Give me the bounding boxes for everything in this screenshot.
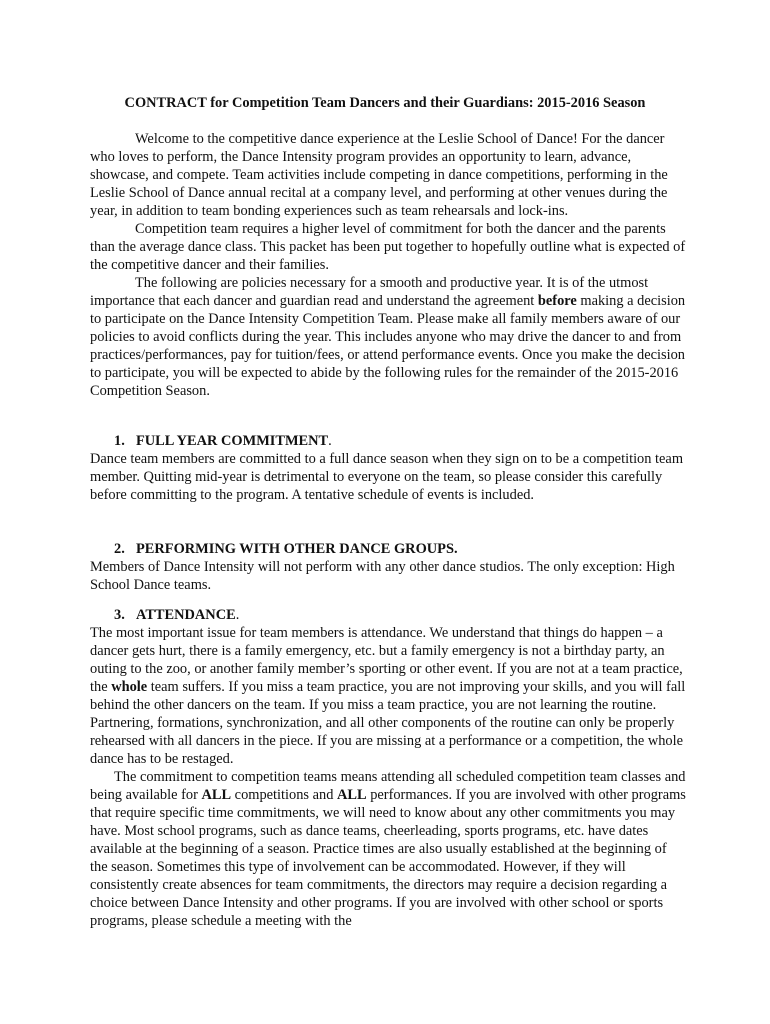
intro-paragraph-3: The following are policies necessary for a smooth and productive year. It is of the utmost importance that each dancer and guardian read and understand the agreement before making a decision to participate on the Dance Intensity Competition Team. Please make all family members aware of our policies to avoid conflicts during the year. This includes anyone who may drive the dancer to and from practices/performances, pay for tuition/fees, or attend performance events. Once you make the decision to participate, you will be expected to abide by the following rules for the remainder of the 2015-2016 Competition Season. bbox=[90, 275, 686, 399]
section-3 bbox=[90, 606, 686, 930]
section-3-body-paragraph-2: The commitment to competition teams means attending all scheduled competition team classes and being available for ALL competitions and ALL performances. If you are involved with other programs that require specific time commitments, we will need to know about any other commitments you may have. Most school programs, such as dance teams, cheerleading, sports programs, etc. have dates available at the beginning of a season. Practice times are also usually established at the beginning of the season. Sometimes this type of involvement can be accommodated. However, if they will consistently create absences for team commitments, the directors may require a decision regarding a choice between Dance Intensity and other programs. If you are involved with other school or sports programs, please schedule a meeting with the bbox=[90, 769, 686, 929]
section-1 bbox=[90, 432, 686, 504]
section-2-body: Members of Dance Intensity will not perform with any other dance studios. The only exception: High School Dance teams. bbox=[90, 559, 675, 593]
section-3-heading: 3. ATTENDANCE. bbox=[114, 607, 240, 623]
section-2 bbox=[90, 540, 686, 594]
intro-paragraph-1: Welcome to the competitive dance experience at the Leslie School of Dance! For the dancer who loves to perform, the Dance Intensity program provides an opportunity to learn, advance, showcase, and compete. Team activities include competing in dance competitions, performing in the Leslie School of Dance annual recital at a company level, and performing at other venues during the year, in addition to team bonding experiences such as team rehearsals and lock-ins. bbox=[90, 131, 668, 219]
emphasis-all-2: ALL bbox=[337, 787, 367, 803]
emphasis-all-1: ALL bbox=[201, 787, 232, 803]
intro-section bbox=[90, 130, 686, 400]
document-title: CONTRACT for Competition Team Dancers and their Guardians: 2015-2016 Season bbox=[124, 95, 646, 111]
emphasis-whole: whole bbox=[111, 679, 148, 695]
emphasis-before: before bbox=[537, 293, 577, 309]
section-2-heading: 2. PERFORMING WITH OTHER DANCE GROUPS. bbox=[114, 541, 458, 557]
section-1-body: Dance team members are committed to a full dance season when they sign on to be a competition team member. Quitting mid-year is detrimental to everyone on the team, so please consider this carefully before committing to the program. A tentative schedule of events is included. bbox=[90, 451, 684, 503]
section-3-body-paragraph-1: The most important issue for team members is attendance. We understand that things do happen – a dancer gets hurt, there is a family emergency, etc. but a family emergency is not a birthday party, an outing to the zoo, or another family member’s sporting or other event. If you are not at a team practice, the whole team suffers. If you miss a team practice, you are not improving your skills, and you will fall behind the other dancers on the team. If you miss a team practice, you are not learning the routine. Partnering, formations, synchronization, and all other components of the routine can only be properly rehearsed with all dancers in the piece. If you are missing at a performance or a competition, the whole dance has to be restaged. bbox=[90, 625, 686, 767]
intro-paragraph-2: Competition team requires a higher level of commitment for both the dancer and the parents than the average dance class. This packet has been put together to hopefully outline what is expected of the competitive dancer and their families. bbox=[90, 221, 686, 273]
section-1-heading: 1. FULL YEAR COMMITMENT. bbox=[114, 433, 332, 449]
